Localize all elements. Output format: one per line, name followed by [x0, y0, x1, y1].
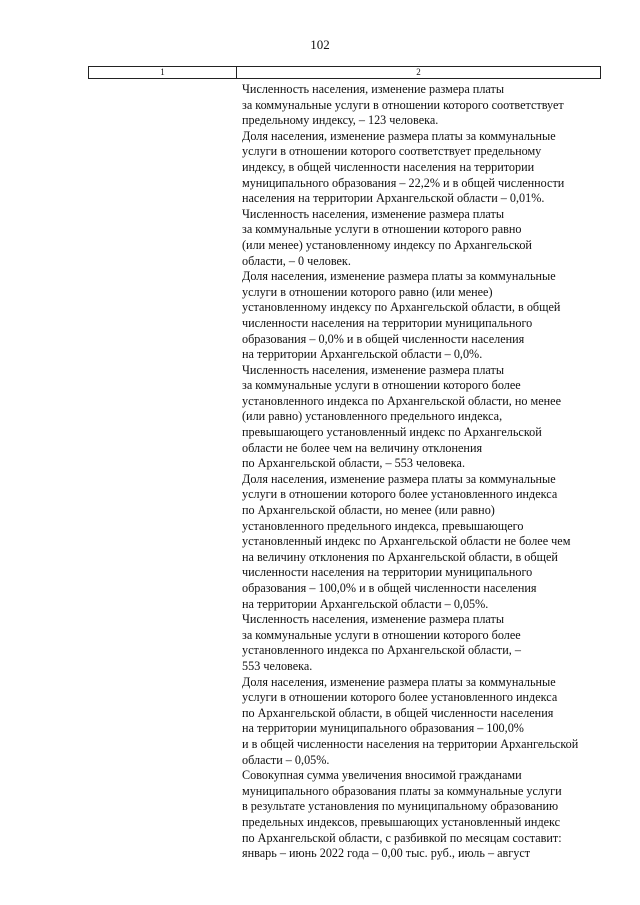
text-line: услуги в отношении которого соответствует предельному: [242, 144, 542, 159]
text-line: на территории Архангельской области – 0,0%.: [242, 347, 483, 362]
column-1-header: 1: [89, 67, 237, 79]
text-line: установленного индекса по Архангельской области, но менее: [242, 393, 561, 408]
text-line: установленного предельного индекса, превышающего: [242, 518, 524, 533]
text-line: январь – июнь 2022 года – 0,00 тыс. руб., июль – август: [242, 846, 531, 861]
column-header-table: [88, 66, 601, 79]
text-line: численности населения на территории муниципального: [242, 315, 533, 330]
text-line: образования – 100,0% и в общей численности населения: [242, 581, 537, 595]
text-line: индексу, в общей численности населения на территории: [242, 159, 535, 174]
text-line: по Архангельской области, – 553 человека.: [242, 456, 465, 471]
text-line: Доля населения, изменение размера платы за коммунальные: [242, 674, 556, 689]
text-line: области не более чем на величину отклонения: [242, 440, 483, 455]
text-line: Численность населения, изменение размера платы: [242, 362, 505, 377]
text-line: в результате установления по муниципальному образованию: [242, 799, 559, 814]
text-line: (или равно) установленного предельного индекса,: [242, 409, 503, 424]
text-line: услуги в отношении которого равно (или менее): [242, 284, 493, 299]
text-line: по Архангельской области, в общей численности населения: [242, 705, 554, 720]
text-line: на величину отклонения по Архангельской области, в общей: [242, 549, 558, 564]
text-line: Численность населения, изменение размера платы: [242, 82, 505, 96]
text-line: за коммунальные услуги в отношении которого более: [242, 627, 521, 642]
text-line: установленному индексу по Архангельской области, в общей: [242, 300, 561, 315]
text-line: по Архангельской области, но менее (или равно): [242, 503, 495, 518]
text-line: образования – 0,0% и в общей численности населения: [242, 331, 525, 346]
text-line: Численность населения, изменение размера платы: [242, 206, 505, 221]
text-line: на территории Архангельской области – 0,05%.: [242, 596, 489, 611]
text-line: за коммунальные услуги в отношении которого более: [242, 378, 521, 393]
text-line: услуги в отношении которого более установленного индекса: [242, 690, 558, 705]
text-line: численности населения на территории муниципального: [242, 565, 533, 580]
body-text: [242, 82, 607, 862]
text-line: муниципального образования – 22,2% и в общей численности: [242, 175, 565, 190]
text-line: Доля населения, изменение размера платы за коммунальные: [242, 269, 556, 284]
text-line: Совокупная сумма увеличения вносимой гражданами: [242, 768, 522, 783]
text-line: области – 0,05%.: [242, 752, 330, 767]
text-line: предельному индексу, – 123 человека.: [242, 113, 439, 128]
text-line: за коммунальные услуги в отношении которого соответствует: [242, 97, 564, 112]
page-number: 102: [310, 37, 330, 52]
text-line: установленного индекса по Архангельской области, –: [242, 643, 521, 658]
text-line: на территории муниципального образования – 100,0%: [242, 721, 524, 736]
column-2-header: 2: [237, 67, 601, 79]
text-line: установленный индекс по Архангельской области не более чем: [242, 534, 571, 549]
text-line: превышающего установленный индекс по Архангельской: [242, 425, 542, 440]
text-line: услуги в отношении которого более установленного индекса: [242, 487, 558, 502]
text-line: по Архангельской области, с разбивкой по месяцам составит:: [242, 830, 562, 845]
text-line: предельных индексов, превышающих установленный индекс: [242, 814, 561, 829]
text-line: Доля населения, изменение размера платы за коммунальные: [242, 471, 556, 486]
text-line: за коммунальные услуги в отношении которого равно: [242, 222, 522, 237]
text-line: населения на территории Архангельской области – 0,01%.: [242, 191, 545, 206]
text-line: (или менее) установленному индексу по Архангельской: [242, 237, 532, 252]
text-line: муниципального образования платы за коммунальные услуги: [242, 783, 562, 798]
text-line: Доля населения, изменение размера платы за коммунальные: [242, 128, 556, 143]
text-line: области, – 0 человек.: [242, 253, 351, 268]
text-line: Численность населения, изменение размера платы: [242, 612, 505, 627]
text-line: и в общей численности населения на территории Архангельской: [242, 736, 579, 751]
text-line: 553 человека.: [242, 658, 313, 673]
table-header-row: [89, 67, 601, 79]
